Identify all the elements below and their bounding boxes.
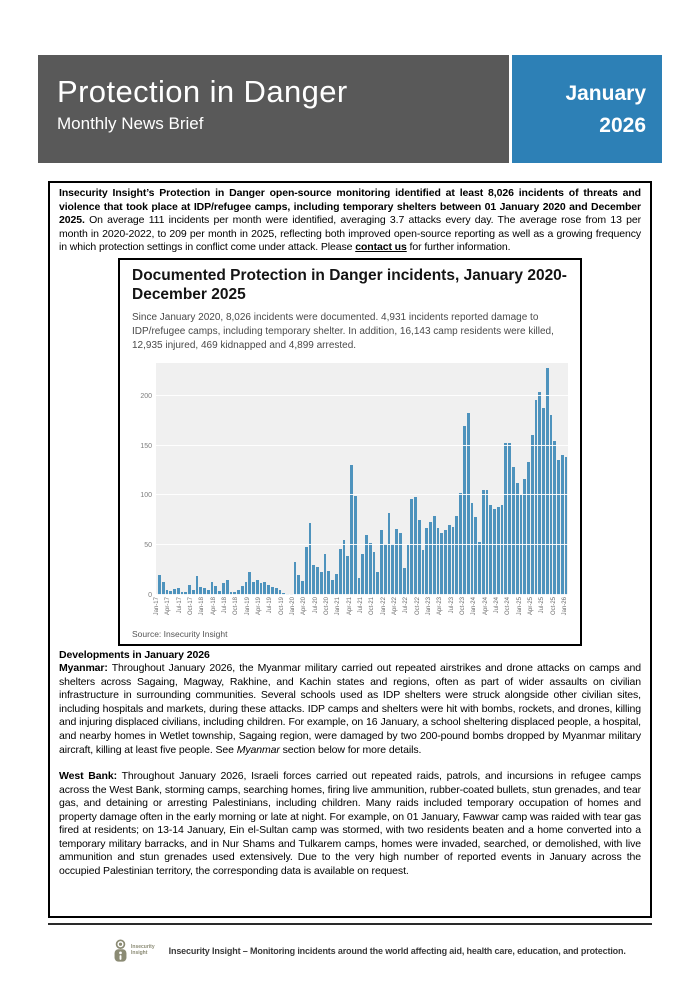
chart-x-label: Oct-19: [278, 596, 285, 615]
chart-bar: [429, 522, 432, 595]
chart-bar: [422, 550, 425, 595]
chart-bar: [346, 556, 349, 595]
insecurity-insight-logo-icon: [112, 939, 129, 963]
chart-bar: [312, 565, 315, 595]
chart-gridline: [156, 445, 568, 446]
chart-x-label: Jan-24: [471, 596, 478, 616]
chart-x-label: Jul-19: [267, 596, 274, 614]
chart-y-label: 200: [140, 392, 152, 400]
chart-bar: [516, 483, 519, 595]
chart-bar: [343, 540, 346, 595]
chart-bar: [497, 507, 500, 595]
insecurity-insight-logo: [112, 939, 155, 963]
chart-bar: [546, 368, 549, 595]
chart-bar: [305, 547, 308, 595]
intro-bold: Insecurity Insight’s Protection in Danger open-source monitoring identified at least 8,026 incidents of threats and violence that took place at IDP/refugee camps, including temporary shelters between 01 January 2020 and December 2025.: [59, 187, 641, 227]
chart-bar: [553, 441, 556, 595]
issue-month: January: [565, 82, 646, 105]
chart-gridline: [156, 494, 568, 495]
chart-bar: [226, 580, 229, 595]
chart-bar: [297, 575, 300, 595]
chart-bar: [158, 575, 161, 595]
chart-y-label: 100: [140, 492, 152, 500]
chart-bar: [309, 523, 312, 595]
chart-x-label: Apr-20: [301, 596, 308, 615]
chart-bar: [482, 490, 485, 595]
chart-bar: [361, 554, 364, 595]
chart-x-label: Jul-17: [176, 596, 183, 614]
chart-bar: [444, 530, 447, 595]
chart-source: Source: Insecurity Insight: [132, 628, 228, 639]
chart-bar: [433, 516, 436, 595]
chart-x-label: Apr-24: [482, 596, 489, 615]
chart-bar: [520, 495, 523, 595]
chart-x-label: Oct-18: [233, 596, 240, 615]
chart-bar: [196, 576, 199, 595]
chart-bar: [471, 503, 474, 595]
chart-bar: [463, 426, 466, 595]
chart-bar: [350, 465, 353, 594]
chart-x-label: Apr-23: [437, 596, 444, 615]
issue-year: 2026: [599, 113, 646, 137]
chart-x-label: Oct-21: [369, 596, 376, 615]
chart-bar: [248, 572, 251, 595]
chart-bar: [508, 443, 511, 595]
chart-x-label: Apr-25: [528, 596, 535, 615]
chart-bar: [395, 529, 398, 595]
intro-regular: On average 111 incidents per month were identified, averaging 3.7 attacks every day. The average rose from 13 per month in 2020-2022, to 209 per month in 2025, reflecting both improved open-source reporting as well as a growing frequency in which protection settings in conflict come under attack. Please: [59, 214, 641, 254]
logo-word-1: Insecurity: [131, 944, 155, 951]
header: [38, 55, 662, 163]
chart-x-label: Oct-23: [460, 596, 467, 615]
chart-bar: [512, 467, 515, 594]
chart-bar: [478, 542, 481, 595]
chart-x-label: Jul-22: [403, 596, 410, 614]
chart-bar: [538, 392, 541, 595]
chart-bar: [437, 528, 440, 595]
chart-x-label: Oct-17: [187, 596, 194, 615]
chart-x-label: Jan-17: [153, 596, 160, 616]
header-title-block: [38, 55, 509, 163]
footer-text: Insecurity Insight – Monitoring incidents around the world affecting aid, health care, education, and protection.: [168, 946, 626, 956]
west-bank-label: West Bank:: [59, 770, 117, 783]
chart-bar: [256, 580, 259, 595]
chart-x-label: Oct-25: [550, 596, 557, 615]
chart-bar: [448, 525, 451, 595]
chart-bar: [324, 554, 327, 595]
myanmar-paragraph: [59, 662, 641, 757]
chart-x-label: Jul-25: [539, 596, 546, 614]
chart-x-label: Jul-20: [312, 596, 319, 614]
chart-bar: [531, 435, 534, 595]
west-bank-paragraph: [59, 770, 641, 878]
chart-bar: [407, 545, 410, 595]
chart-bar: [493, 509, 496, 595]
chart-bar: [535, 400, 538, 595]
chart-bar: [301, 581, 304, 595]
chart-bar: [410, 499, 413, 595]
myanmar-text: Throughout January 2026, the Myanmar military carried out repeated airstrikes and drone attacks on camps and shelters across Sagaing, Magway, Rakhine, and Kachin states and regions, often as part of wider assaults on civilian infrastructure in surrounding communities. Several schools used as IDP shelters were struck alongside other civilian sites, including hospitals and markets, during these attacks. IDP camps and shelters were hit with bombs, rockets, and drones, killing and injuring displaced civilians, including children. For example, on 16 January, a school sheltering displaced people, a hospital, and nearby homes in Wetlet township, Sagaing region, were damaged by two 200-pound bombs dropped by Myanmar military aircraft, killing at least five people. See: [59, 662, 641, 756]
chart-x-label: Jan-19: [244, 596, 251, 616]
chart-x-label: Jan-22: [380, 596, 387, 616]
chart-bar: [418, 520, 421, 595]
chart-box: [118, 258, 582, 646]
chart-x-label: Jan-21: [335, 596, 342, 616]
chart-bar: [467, 413, 470, 595]
chart-x-label: Apr-21: [346, 596, 353, 615]
chart-bar: [440, 533, 443, 595]
chart-x-label: Apr-22: [392, 596, 399, 615]
chart-x-label: Oct-20: [323, 596, 330, 615]
page-subtitle: Monthly News Brief: [57, 114, 204, 134]
chart-x-label: Jan-18: [199, 596, 206, 616]
chart-x-label: Jan-20: [289, 596, 296, 616]
chart-bar: [557, 460, 560, 594]
chart-x-label: Jan-26: [562, 596, 569, 616]
chart-gridline: [156, 395, 568, 396]
chart-bar: [455, 516, 458, 595]
chart-gridline: [156, 544, 568, 545]
chart-bar: [474, 517, 477, 595]
chart-x-label: Jul-24: [494, 596, 501, 614]
chart-bar: [331, 580, 334, 595]
chart-bar: [335, 574, 338, 595]
chart-bar: [501, 505, 504, 595]
chart-bar: [320, 572, 323, 595]
chart-bar: [527, 462, 530, 594]
chart-y-label: 150: [140, 442, 152, 450]
developments-heading: Developments in January 2026: [59, 648, 210, 661]
chart-bar: [414, 497, 417, 595]
chart-plot-area: [132, 363, 568, 626]
chart-bar: [452, 527, 455, 595]
chart-y-label: 0: [148, 591, 152, 599]
chart-x-label: Jul-21: [358, 596, 364, 614]
logo-wordmark: [131, 945, 155, 957]
logo-word-2: Insight: [131, 950, 148, 956]
chart-y-label: 50: [144, 542, 152, 550]
chart-bar: [523, 479, 526, 595]
chart-plot: [156, 363, 568, 595]
chart-bar: [327, 571, 330, 595]
chart-x-label: Jul-18: [221, 596, 228, 614]
myanmar-tail: section below for more details.: [279, 743, 422, 756]
chart-bar: [354, 496, 357, 595]
chart-x-label: Jan-23: [426, 596, 433, 616]
chart-bar: [542, 408, 545, 595]
chart-bar: [380, 530, 383, 595]
chart-bar: [339, 549, 342, 595]
chart-gridline: [156, 594, 568, 595]
chart-x-label: Oct-24: [505, 596, 512, 615]
footer: [112, 939, 626, 963]
chart-subtitle: Since January 2020, 8,026 incidents were documented. 4,931 incidents reported damage to IDP/refugee camps, including temporary shelter. In addition, 16,143 camp residents were killed, 12,935 injured, 469 kidnapped and 4,899 arrested.: [132, 312, 554, 352]
chart-bar: [504, 443, 507, 595]
chart-bar: [399, 533, 402, 595]
intro-tail: for further information.: [406, 241, 511, 254]
chart-bar: [565, 457, 568, 594]
chart-bar: [561, 455, 564, 594]
chart-bar: [388, 513, 391, 595]
chart-bar: [403, 568, 406, 595]
myanmar-italic: Myanmar: [236, 743, 280, 756]
issue-date-badge: [512, 55, 662, 163]
chart-bar: [486, 490, 489, 595]
chart-bar: [425, 528, 428, 595]
chart-bar: [550, 415, 553, 595]
chart-x-label: Apr-19: [255, 596, 262, 615]
chart-title: Documented Protection in Danger incidents, January 2020-December 2025: [132, 266, 567, 303]
chart-bar: [369, 543, 372, 595]
bottom-divider: [48, 923, 652, 925]
chart-bars: [158, 363, 567, 595]
chart-bar: [294, 562, 297, 595]
chart-x-label: Oct-22: [414, 596, 421, 615]
chart-x-label: Jan-25: [516, 596, 523, 616]
myanmar-label: Myanmar:: [59, 662, 108, 675]
chart-bar: [391, 544, 394, 595]
chart-bar: [384, 544, 387, 595]
chart-bar: [373, 552, 376, 595]
chart-bar: [489, 505, 492, 595]
page-title: Protection in Danger: [57, 74, 348, 109]
main-content-box: [48, 181, 652, 918]
chart-bar: [316, 567, 319, 595]
chart-bar: [358, 578, 361, 595]
chart-x-label: Jul-23: [448, 596, 455, 614]
chart-x-label: Apr-18: [210, 596, 217, 615]
chart-x-axis: [153, 596, 569, 626]
chart-x-label: Apr-17: [165, 596, 172, 615]
chart-bar: [376, 572, 379, 595]
west-bank-text: Throughout January 2026, Israeli forces carried out repeated raids, patrols, and incursions in refugee camps across the West Bank, storming camps, searching homes, firing live ammunition, rubber-coated bullets, stun grenades, and tear gas, and detaining or arresting Palestinians, including children. Many raids included temporary occupation of homes and property damage often in the early morning or late at night. For example, on 01 January, Fawwar camp was raided with tear gas fired at residents; on 13-14 January, Ein el-Sultan camp was stormed, with two residents beaten and a home converted into a temporary military barracks, and in Nur Shams and Tulkarem camps, homes were invaded, searched, or demolished, with live ammunition and stun grenades used extensively. Due to the very high number of reported events in January across the occupied Palestinian territory, the corresponding data is available on request.: [59, 770, 641, 877]
intro-paragraph: [59, 187, 641, 255]
contact-us-link[interactable]: contact us: [355, 241, 407, 254]
